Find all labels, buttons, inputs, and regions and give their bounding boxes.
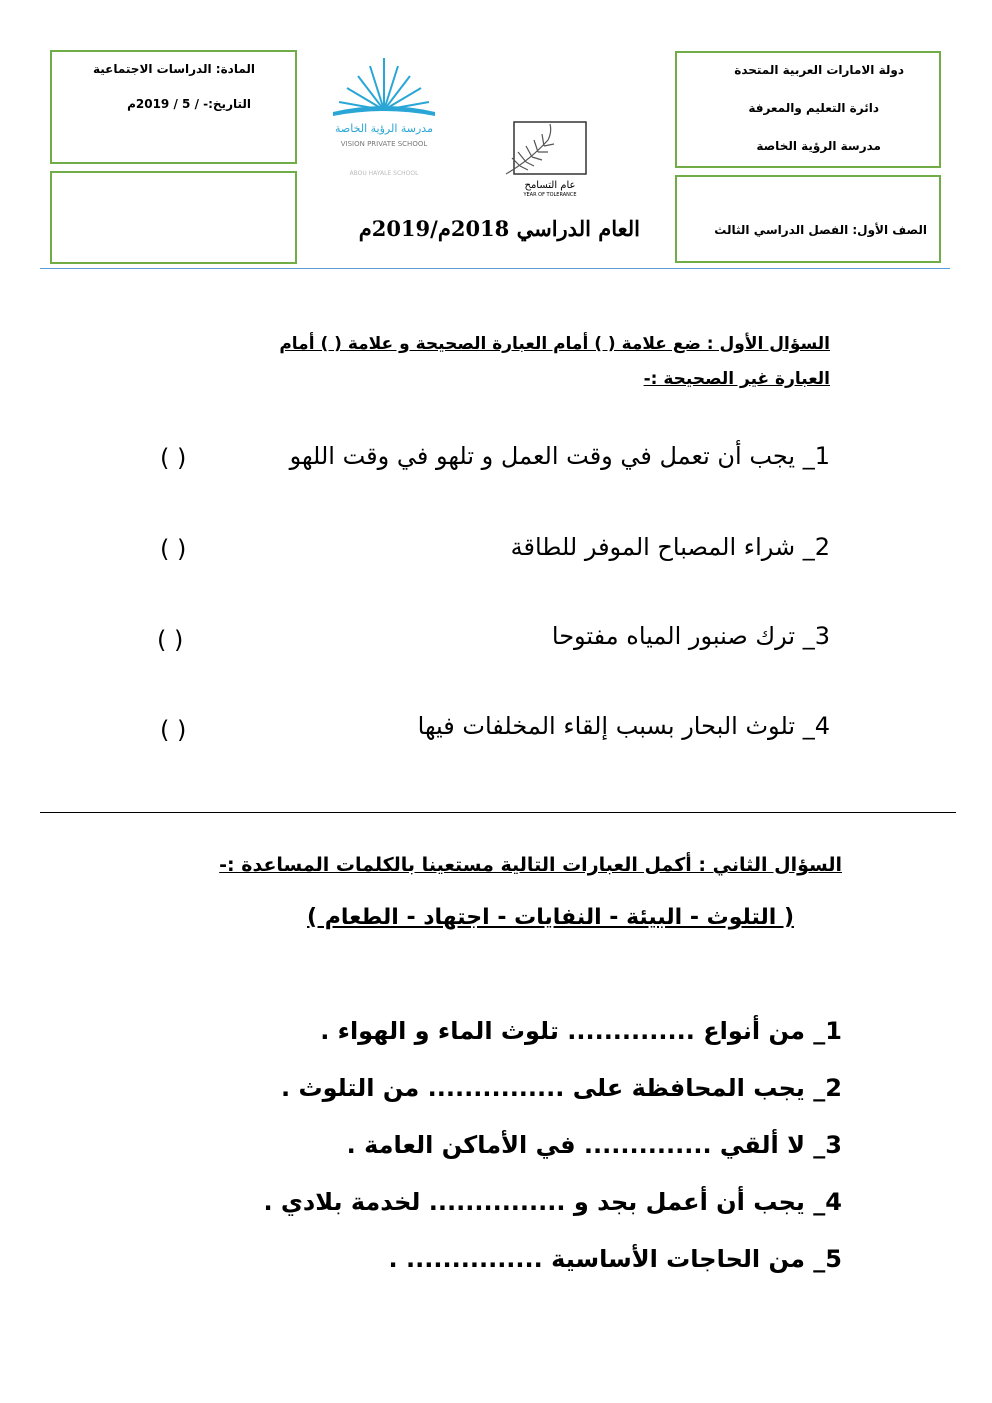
school-name: مدرسة الرؤية الخاصة bbox=[756, 139, 881, 153]
answer-paren-4[interactable]: ( ) bbox=[160, 716, 187, 744]
question2-title: السؤال الثاني : أكمل العبارات التالية مستعينا بالكلمات المساعدة :- bbox=[219, 854, 842, 876]
tolerance-logo bbox=[500, 120, 590, 200]
date-label: التاريخ:- / 5 / 2019م bbox=[127, 97, 251, 111]
school-logo bbox=[325, 52, 443, 182]
ghaf-branch-icon bbox=[500, 120, 590, 182]
question1-title-line1: السؤال الأول : ضع علامة ( ) أمام العبارة الصحيحة و علامة ( ) أمام bbox=[279, 334, 830, 354]
subject-label: المادة: الدراسات الاجتماعية bbox=[92, 62, 255, 76]
school-logo-english: VISION PRIVATE SCHOOL bbox=[340, 140, 428, 148]
sunburst-icon bbox=[325, 52, 443, 122]
question2-item-1: 1_ من أنواع .............. تلوث الماء و الهواء . bbox=[320, 1017, 842, 1045]
country-name: دولة الامارات العربية المتحدة bbox=[734, 63, 904, 77]
answer-paren-3[interactable]: ( ) bbox=[157, 626, 184, 654]
answer-paren-1[interactable]: ( ) bbox=[160, 444, 187, 472]
grade-term: الصف الأول: الفصل الدراسي الثالث bbox=[714, 223, 927, 237]
school-logo-city: ABOU HAYALE SCHOOL bbox=[349, 170, 419, 177]
word-bank: ( التلوث - البيئة - النفايات - اجتهاد - الطعام ) bbox=[307, 905, 794, 930]
tolerance-logo-english: YEAR OF TOLERANCE bbox=[523, 192, 577, 198]
academic-year: العام الدراسي 2018م/2019م bbox=[358, 216, 640, 241]
question2-item-4: 4_ يجب أن أعمل بجد و ............... لخدمة بلادي . bbox=[263, 1188, 842, 1216]
question1-item-1: 1_ يجب أن تعمل في وقت العمل و تلهو في وقت اللهو bbox=[289, 442, 830, 470]
question1-item-2: 2_ شراء المصباح الموفر للطاقة bbox=[510, 533, 830, 561]
question1-item-3: 3_ ترك صنبور المياه مفتوحا bbox=[551, 622, 830, 650]
header-left-box bbox=[50, 50, 297, 164]
question2-item-2: 2_ يجب المحافظة على ............... من التلوث . bbox=[281, 1074, 842, 1102]
school-logo-arabic: مدرسة الرؤية الخاصة bbox=[335, 122, 433, 135]
header-right-box bbox=[675, 51, 941, 168]
question1-item-4: 4_ تلوث البحار بسبب إلقاء المخلفات فيها bbox=[417, 712, 830, 740]
question2-item-5: 5_ من الحاجات الأساسية ............... . bbox=[388, 1245, 842, 1273]
header-grade-box bbox=[675, 175, 941, 263]
question2-item-3: 3_ لا ألقي .............. في الأماكن العامة . bbox=[346, 1131, 842, 1159]
section-divider bbox=[40, 812, 956, 813]
department-name: دائرة التعليم والمعرفة bbox=[748, 101, 879, 115]
answer-paren-2[interactable]: ( ) bbox=[160, 535, 187, 563]
tolerance-logo-arabic: عام التسامح bbox=[524, 180, 576, 191]
question1-title-line2: العبارة غير الصحيحة :- bbox=[643, 369, 830, 389]
header-divider bbox=[40, 268, 950, 269]
header-empty-box bbox=[50, 171, 297, 264]
